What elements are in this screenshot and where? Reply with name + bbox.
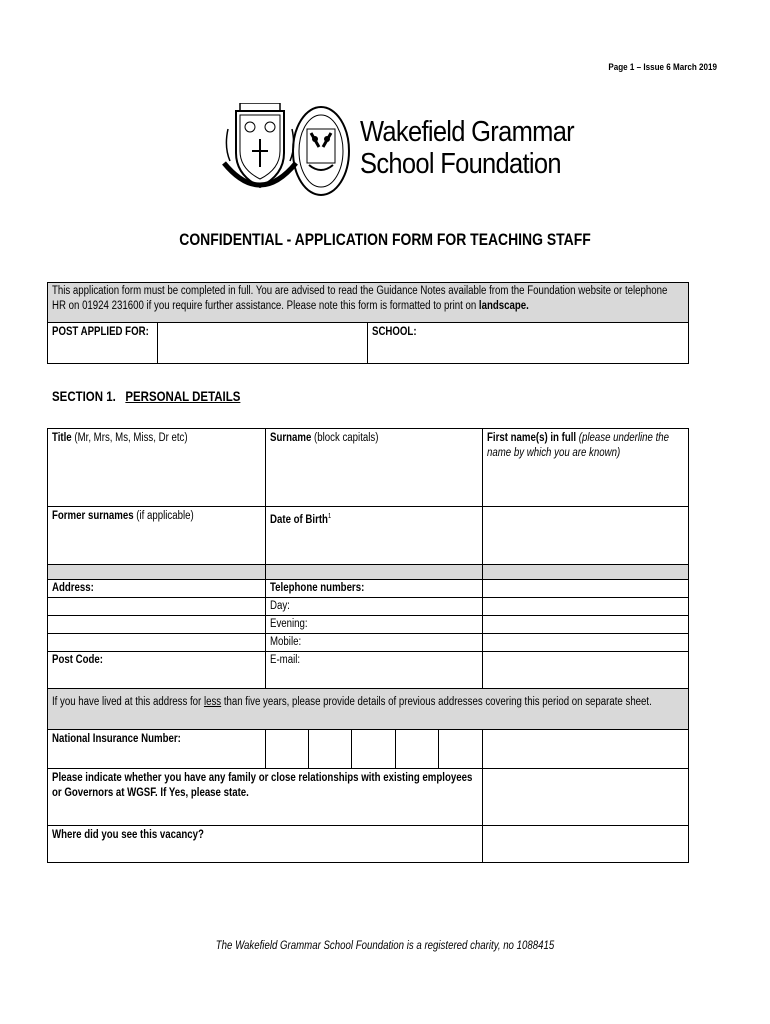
charity-footer: The Wakefield Grammar School Foundation is a registered charity, no 1088415 [215, 940, 555, 952]
relationships-answer[interactable] [483, 769, 689, 826]
school-cell[interactable] [368, 323, 689, 364]
intro-notes [48, 283, 689, 323]
telephone-evening-label: Evening: [270, 618, 308, 630]
ni-box-5[interactable] [439, 730, 483, 769]
dob-label: Date of Birth [270, 513, 328, 526]
dob-field[interactable] [266, 507, 483, 565]
title-hint: (Mr, Mrs, Ms, Miss, Dr etc) [71, 432, 188, 444]
ni-box-4[interactable] [396, 730, 439, 769]
telephone-mobile-label: Mobile: [270, 636, 302, 648]
lived-note-pre: If you have lived at this address for [52, 696, 204, 708]
telephone-label: Telephone numbers: [270, 582, 365, 594]
school-label: SCHOOL: [372, 326, 417, 338]
ni-box-6[interactable] [483, 730, 689, 769]
telephone-mobile-input[interactable] [483, 634, 689, 652]
vacancy-answer[interactable] [483, 826, 689, 863]
lived-note-less: less [203, 696, 222, 708]
dob-extra-cell[interactable] [483, 507, 689, 565]
grey-spacer [48, 565, 266, 580]
telephone-evening-cell [266, 616, 483, 634]
section1-heading [52, 388, 240, 404]
post-applied-input[interactable] [158, 323, 368, 364]
email-cell [266, 652, 483, 689]
telephone-heading-value[interactable] [483, 580, 689, 598]
email-label: E-mail: [270, 654, 301, 666]
address-line-4[interactable] [48, 634, 266, 652]
vacancy-label: Where did you see this vacancy? [52, 829, 204, 841]
address-line-3[interactable] [48, 616, 266, 634]
brand-line-1: Wakefield Grammar [360, 116, 574, 148]
address-line-2[interactable] [48, 598, 266, 616]
vacancy-question [48, 826, 483, 863]
ni-box-2[interactable] [309, 730, 352, 769]
surname-field[interactable] [266, 429, 483, 507]
surname-hint: (block capitals) [311, 432, 379, 444]
address-label: Address: [52, 582, 94, 594]
ni-box-1[interactable] [266, 730, 309, 769]
relationships-question [48, 769, 483, 826]
section1-title: PERSONAL DETAILS [125, 388, 241, 404]
telephone-mobile-cell [266, 634, 483, 652]
brand-line-2: School Foundation [360, 148, 561, 180]
intro-bold: landscape. [478, 300, 529, 312]
ni-label: National Insurance Number: [52, 733, 181, 745]
grey-spacer [483, 565, 689, 580]
telephone-day-input[interactable] [483, 598, 689, 616]
former-surnames-hint: (if applicable) [133, 510, 194, 522]
firstname-hint: (please underline the name by which you are known) [487, 432, 670, 459]
telephone-day-cell [266, 598, 483, 616]
intro-table [47, 282, 689, 364]
ni-label-cell [48, 730, 266, 769]
form-title: CONFIDENTIAL - APPLICATION FORM FOR TEACHING STAFF [179, 230, 591, 249]
ni-box-3[interactable] [352, 730, 396, 769]
grey-spacer [266, 565, 483, 580]
address-line-1[interactable] [48, 580, 266, 598]
personal-details-table [47, 428, 689, 863]
title-label: Title [52, 432, 72, 444]
firstname-field[interactable] [483, 429, 689, 507]
dob-footnote: 1 [327, 513, 332, 520]
telephone-day-label: Day: [270, 600, 290, 612]
telephone-heading-cell [266, 580, 483, 598]
foundation-seal-logo [291, 103, 351, 198]
post-applied-label-cell [48, 323, 158, 364]
postcode-field[interactable] [48, 652, 266, 689]
page-issue-label: Page 1 – Issue 6 March 2019 [608, 62, 717, 73]
former-surnames-field[interactable] [48, 507, 266, 565]
telephone-evening-input[interactable] [483, 616, 689, 634]
post-applied-label: POST APPLIED FOR: [52, 326, 149, 338]
school-crest-logo [222, 103, 298, 198]
title-field[interactable] [48, 429, 266, 507]
email-input[interactable] [483, 652, 689, 689]
postcode-label: Post Code: [52, 654, 103, 666]
brand-name [360, 116, 574, 180]
previous-address-note [48, 689, 689, 730]
surname-label: Surname [270, 432, 312, 444]
former-surnames-label: Former surnames [52, 510, 134, 522]
firstname-label: First name(s) in full [487, 432, 577, 444]
intro-text: This application form must be completed in full. You are advised to read the Guidance Notes available from the Foundation website or telephone HR on 01924 231600 if you require further assistance. Please note this form is formatted to print on [52, 285, 668, 312]
relationships-label: Please indicate whether you have any family or close relationships with existing employees or Governors at WGSF. If Yes, please state. [52, 772, 473, 799]
section1-number: SECTION 1. [52, 388, 116, 404]
lived-note-post: than five years, please provide details of previous addresses covering this period on separate sheet. [221, 696, 652, 708]
